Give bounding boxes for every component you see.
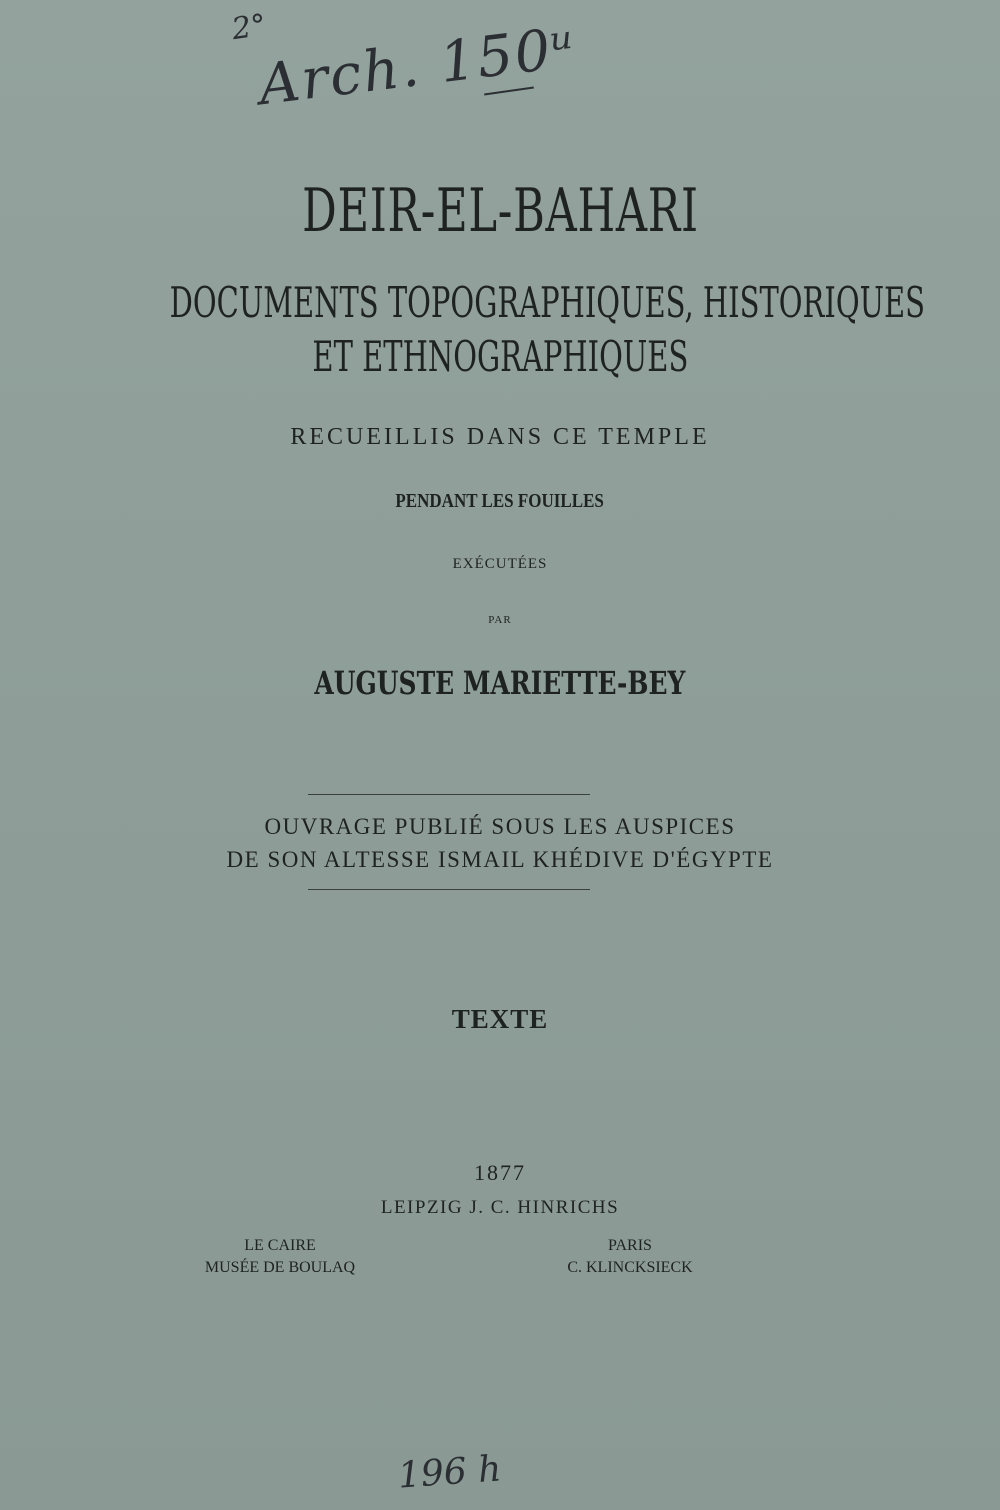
imprint-cairo-name: MUSÉE DE BOULAQ — [204, 1259, 356, 1276]
author-name-text: AUGUSTE MARIETTE-BEY — [314, 664, 686, 702]
subtitle-line-1 — [0, 278, 1000, 327]
publication-note-line-1: OUVRAGE PUBLIÉ SOUS LES AUSPICES — [264, 814, 736, 839]
publication-note-line-2: DE SON ALTESSE ISMAIL KHÉDIVE D'ÉGYPTE — [226, 847, 774, 872]
divider-bottom — [308, 889, 590, 890]
volume-label: TEXTE — [451, 1004, 549, 1034]
publisher: LEIPZIG J. C. HINRICHS — [380, 1197, 620, 1218]
subtitle-line-2 — [0, 332, 1000, 381]
subtitle-line-2-text: ET ETHNOGRAPHIQUES — [312, 332, 688, 381]
book-title — [0, 176, 1000, 246]
shelfmark-prefix: 2° — [229, 7, 269, 48]
during-line-text: PENDANT LES FOUILLES — [395, 490, 605, 512]
imprint-cairo-city: LE CAIRE — [244, 1237, 316, 1254]
author-name — [0, 664, 1000, 702]
subtitle-line-1-text: DOCUMENTS TOPOGRAPHIQUES, HISTORIQUES — [169, 278, 926, 327]
divider-top — [308, 794, 590, 795]
executed-line: EXÉCUTÉES — [452, 556, 548, 572]
imprint-cairo — [180, 1235, 380, 1279]
imprint-paris-name: C. KLINCKSIECK — [567, 1259, 693, 1276]
collected-line: RECUEILLIS DANS CE TEMPLE — [290, 424, 710, 450]
book-title-text: DEIR-EL-BAHARI — [301, 176, 699, 246]
by-line: PAR — [488, 614, 512, 626]
shelfmark: Arch. 150ᵘ — [255, 14, 581, 119]
imprint-paris — [530, 1235, 730, 1279]
during-line — [0, 490, 1000, 513]
publication-year: 1877 — [474, 1160, 526, 1185]
handwritten-page-mark: 196 h — [396, 1448, 503, 1497]
imprint-paris-city: PARIS — [608, 1237, 652, 1254]
